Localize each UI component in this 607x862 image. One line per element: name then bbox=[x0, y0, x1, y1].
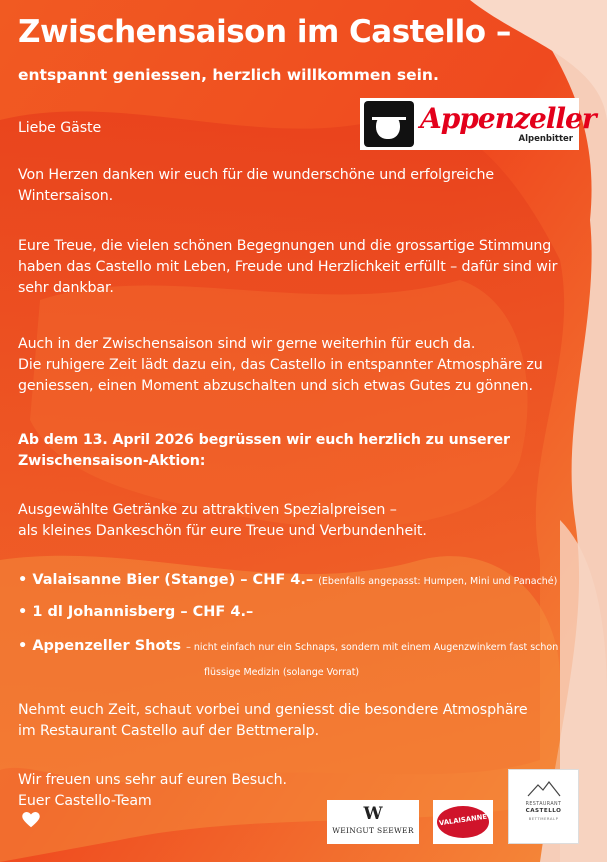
appenzeller-subline: Alpenbitter bbox=[518, 134, 573, 144]
restaurant-castello-logo: RESTAURANT CASTELLO BETTMERALP bbox=[508, 769, 579, 844]
paragraph-loyalty: Eure Treue, die vielen schönen Begegnungen und die grossartige Stimmung haben das Castello mit Leben, Freude und Herzlichkeit erfüllt – dafür sind wir sehr dankbar. bbox=[18, 238, 558, 296]
paragraph-closing: Wir freuen uns sehr auf euren Besuch. Euer Castello-Team bbox=[18, 770, 287, 833]
valaisanne-wordmark: VALAISANNE bbox=[438, 812, 488, 828]
appenzeller-mascot-icon bbox=[364, 101, 414, 147]
seewer-mark: W bbox=[363, 804, 383, 824]
paragraph-thanks: Von Herzen danken wir euch für die wunderschöne und erfolgreiche Wintersaison. bbox=[18, 167, 494, 204]
paragraph-specials-intro: Ausgewählte Getränke zu attraktiven Spezialpreisen – als kleines Dankeschön für eure Treue und Verbundenheit. bbox=[18, 502, 427, 539]
paragraph-offseason: Auch in der Zwischensaison sind wir gerne weiterhin für euch da. Die ruhigere Zeit lädt dazu ein, das Castello in entspannter Atmosphäre zu geniessen, einen Moment abzuschalten und sich etwas Gutes zu gönnen. bbox=[18, 336, 543, 394]
page-subtitle: entspannt geniessen, herzlich willkommen sein. bbox=[18, 66, 439, 84]
offer-item: • 1 dl Johannisberg – CHF 4.– bbox=[18, 604, 254, 620]
mountain-icon bbox=[527, 780, 561, 798]
seewer-wordmark: WEINGUT SEEWER bbox=[332, 826, 414, 835]
paragraph-promo-intro: Ab dem 13. April 2026 begrüssen wir euch herzlich zu unserer Zwischensaison-Aktion: bbox=[18, 432, 510, 469]
valaisanne-logo bbox=[433, 800, 493, 844]
appenzeller-logo bbox=[360, 98, 596, 150]
heart-icon bbox=[22, 812, 40, 828]
page-title: Zwischensaison im Castello – bbox=[18, 14, 511, 50]
paragraph-invite: Nehmt euch Zeit, schaut vorbei und geniesst die besondere Atmosphäre im Restaurant Castello auf der Bettmeralp. bbox=[18, 702, 528, 739]
weingut-seewer-logo bbox=[327, 800, 419, 844]
offer-note-continued: flüssige Medizin (solange Vorrat) bbox=[204, 667, 360, 678]
greeting: Liebe Gäste bbox=[18, 120, 102, 136]
offer-item: • Valaisanne Bier (Stange) – CHF 4.– (Ebenfalls angepasst: Humpen, Mini und Panaché) bbox=[18, 572, 558, 588]
appenzeller-wordmark: Appenzeller bbox=[420, 102, 596, 135]
offer-item: • Appenzeller Shots – nicht einfach nur ein Schnaps, sondern mit einem Augenzwinkern fast schon bbox=[18, 638, 559, 654]
